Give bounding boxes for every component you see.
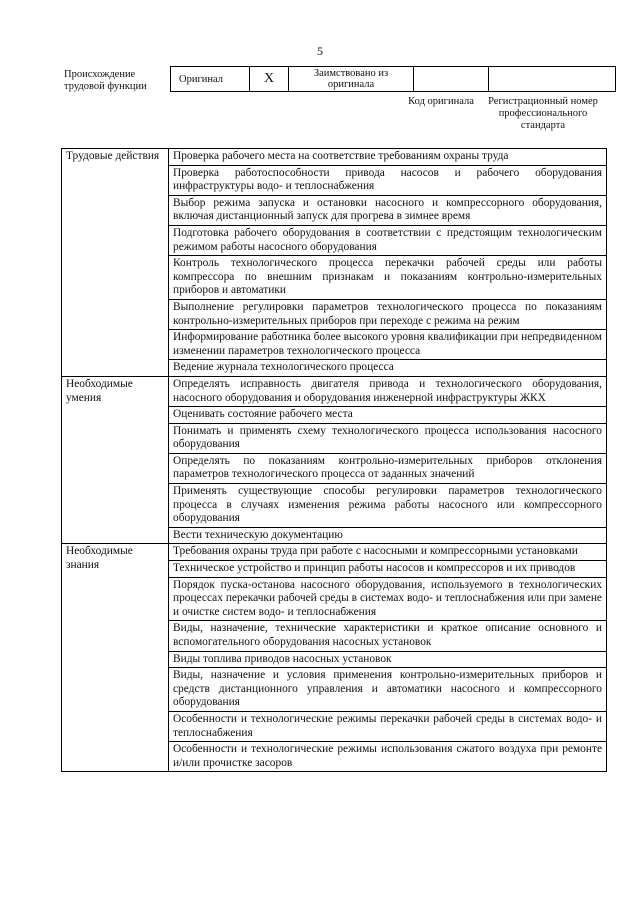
original-mark: X xyxy=(250,67,289,92)
reg-number-caption: Регистрационный номер профессионального стандарта xyxy=(488,96,598,131)
section-item: Подготовка рабочего оборудования в соответствии с предстоящим технологическим режимом работы насосного оборудования xyxy=(169,225,607,255)
page-number: 5 xyxy=(317,44,323,58)
section-item: Проверка работоспособности привода насосов и рабочего оборудования инфраструктуры водо- и теплоснабжения xyxy=(169,165,607,195)
section-item: Виды, назначение и условия применения контрольно-измерительных приборов и средств дистанционного управления и автоматики насосного и компрессорного оборудования xyxy=(169,668,607,712)
section-item: Определять исправность двигателя привода и технологического оборудования, насосного оборудования и оборудования инженерной инфраструктуры ЖКХ xyxy=(169,376,607,406)
section-item: Выполнение регулировки параметров технологического процесса по показаниям контрольно-измерительных приборов при переходе с режима на режим xyxy=(169,299,607,329)
section-item: Особенности и технологические режимы перекачки рабочей среды в системах водо- и теплоснабжения xyxy=(169,711,607,741)
section-title-required-knowledge: Необходимые знания xyxy=(62,544,169,772)
section-item: Требования охраны труда при работе с насосными и компрессорными установками xyxy=(169,544,607,561)
section-item: Оценивать состояние рабочего места xyxy=(169,407,607,424)
section-item: Ведение журнала технологического процесса xyxy=(169,360,607,377)
section-item: Понимать и применять схему технологического процесса использования насосного оборудования xyxy=(169,423,607,453)
reg-number-cell xyxy=(489,67,616,92)
section-item: Виды, назначение, технические характеристики и краткое описание основного и вспомогательного оборудования насосных установок xyxy=(169,621,607,651)
code-caption: Код оригинала xyxy=(408,96,474,107)
section-item: Контроль технологического процесса перекачки рабочей среды или работы компрессора по внешним признакам и показаниям контрольно-измерительных приборов и автоматики xyxy=(169,256,607,300)
section-title-required-skills: Необходимые умения xyxy=(62,376,169,544)
labor-function-table xyxy=(61,148,607,772)
section-item: Проверка рабочего места на соответствие требованиям охраны труда xyxy=(169,149,607,166)
section-title-labor-actions: Трудовые действия xyxy=(62,149,169,377)
section-item: Применять существующие способы регулировки параметров технологического процесса в случаях изменения режима работы насосного или компрессорного оборудования xyxy=(169,484,607,528)
section-item: Техническое устройство и принцип работы насосов и компрессоров и их приводов xyxy=(169,561,607,578)
original-cell: Оригинал xyxy=(171,67,250,92)
table-row xyxy=(62,149,607,166)
borrowed-cell: Заимствовано из оригинала xyxy=(289,67,414,92)
code-cell xyxy=(414,67,489,92)
section-item: Выбор режима запуска и остановки насосного и компрессорного оборудования, включая дистанционный запуск для прогрева в зимнее время xyxy=(169,195,607,225)
section-item: Виды топлива приводов насосных установок xyxy=(169,651,607,668)
section-item: Порядок пуска-останова насосного оборудования, используемого в технологических процессах перекачки рабочей среды в системах водо- и теплоснабжения или при замене и очистке систем водо- и теплоснабжения xyxy=(169,577,607,621)
origin-label: Происхождение трудовой функции xyxy=(64,69,147,92)
table-row xyxy=(62,376,607,406)
section-item: Особенности и технологические режимы использования сжатого воздуха при ремонте и/или прочистке засоров xyxy=(169,742,607,772)
section-item: Вести техническую документацию xyxy=(169,527,607,544)
origin-table xyxy=(170,66,616,92)
section-item: Определять по показаниям контрольно-измерительных приборов отклонения параметров технологического процесса от заданных значений xyxy=(169,453,607,483)
section-item: Информирование работника более высокого уровня квалификации при непредвиденном изменении параметров технологического процесса xyxy=(169,330,607,360)
table-row xyxy=(62,544,607,561)
